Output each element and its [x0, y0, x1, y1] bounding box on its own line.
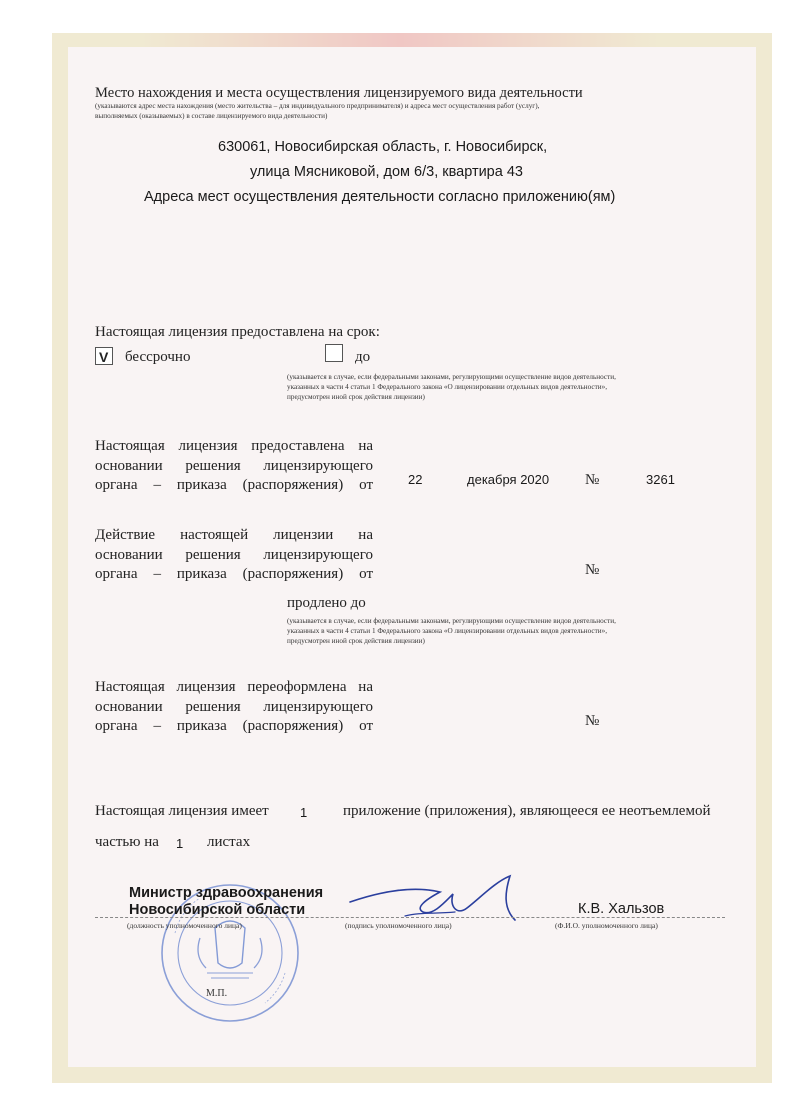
check-mark: V: [99, 349, 109, 365]
caption-name: (Ф.И.О. уполномоченного лица): [555, 921, 658, 930]
term-heading: Настоящая лицензия предоставлена на срок:: [95, 324, 380, 340]
appendix-text-part2: приложение (приложения), являющееся ее неотъемлемой: [343, 803, 711, 819]
basis-text: Настоящая лицензия предоставлена на основании решения лицензирующего органа – приказа (распоряжения) от: [95, 438, 373, 493]
extension-note-line1: (указывается в случае, если федеральными законами, регулирующими осуществление видов деятельности,: [287, 617, 616, 625]
signatory-name: К.В. Хальзов: [578, 901, 665, 917]
address-line3: Адреса мест осуществления деятельности согласно приложению(ям): [144, 189, 616, 205]
extension-number-label: №: [585, 562, 600, 578]
indefinite-label: бессрочно: [125, 349, 191, 365]
signatory-position-line2: Новосибирской области: [129, 902, 306, 918]
address-line2: улица Мясниковой, дом 6/3, квартира 43: [250, 164, 523, 180]
location-note-line1: (указываются адрес места нахождения (место жительства – для индивидуального предпринимателя) и адреса мест осуществления работ (услуг),: [95, 102, 540, 110]
extension-note-line2: указанных в части 4 статьи 1 Федерального закона «О лицензировании отдельных видов деятельности»,: [287, 627, 607, 635]
location-heading: Место нахождения и места осуществления лицензируемого вида деятельности: [95, 85, 583, 101]
appendix-text-part3: частью на: [95, 834, 159, 850]
appendix-text-part4: листах: [207, 834, 251, 850]
extension-text: Действие настоящей лицензии на основании решения лицензирующего органа – приказа (распоряжения) от: [95, 527, 373, 582]
basis-day: 22: [408, 472, 423, 487]
extended-until-label: продлено до: [287, 595, 366, 611]
term-note-line2: указанных в части 4 статьи 1 Федерального закона «О лицензировании отдельных видов деятельности»,: [287, 383, 607, 391]
appendix-count: 1: [300, 805, 308, 820]
reissue-text: Настоящая лицензия переоформлена на основании решения лицензирующего органа – приказа (распоряжения) от: [95, 679, 373, 734]
basis-month-year: декабря 2020: [467, 472, 550, 487]
until-checkbox: [325, 344, 343, 362]
reissue-number-label: №: [585, 713, 600, 729]
location-note-line2: выполняемых (оказываемых) в составе лицензируемого вида деятельности): [95, 112, 328, 120]
caption-position: (должность уполномоченного лица): [127, 921, 242, 930]
indefinite-checkbox: [95, 347, 113, 365]
signatory-position-line1: Министр здравоохранения: [129, 885, 324, 901]
extension-note-line3: предусмотрен иной срок действия лицензии): [287, 637, 425, 645]
until-label: до: [355, 349, 371, 365]
appendix-sheets: 1: [176, 836, 184, 851]
basis-number: 3261: [646, 472, 675, 487]
basis-number-label: №: [585, 472, 600, 488]
signature-line: [95, 917, 725, 918]
address-line1: 630061, Новосибирская область, г. Новосибирск,: [218, 139, 548, 155]
stamp-place-mark: М.П.: [206, 988, 228, 999]
term-note-line3: предусмотрен иной срок действия лицензии): [287, 393, 425, 401]
term-note-line1: (указывается в случае, если федеральными законами, регулирующими осуществление видов деятельности,: [287, 373, 616, 381]
caption-signature: (подпись уполномоченного лица): [345, 921, 452, 930]
appendix-text-part1: Настоящая лицензия имеет: [95, 803, 269, 819]
